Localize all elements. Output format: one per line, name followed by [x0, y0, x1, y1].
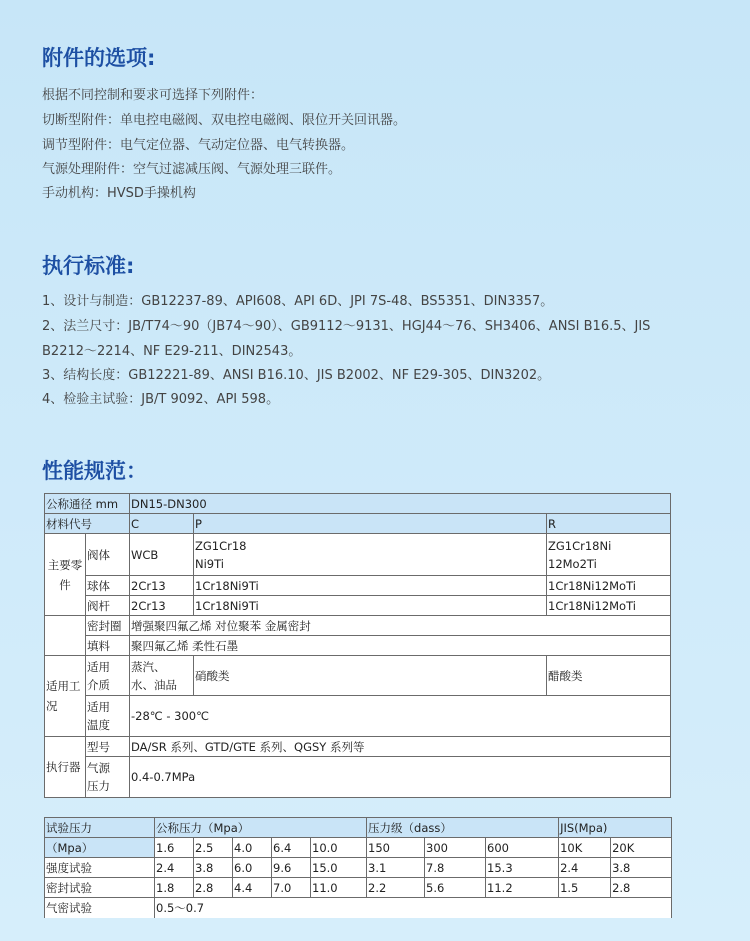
packing-value: 聚四氟乙烯 柔性石墨 — [130, 636, 671, 656]
strength-value: 7.8 — [425, 858, 486, 878]
ball-c: 2Cr13 — [130, 576, 194, 596]
air-supply-label-line: 压力 — [87, 779, 110, 793]
media-c-line: 水、油品 — [131, 677, 177, 692]
accessories-title: 附件的选项: — [42, 46, 156, 70]
body-p-line: Ni9Ti — [195, 556, 224, 571]
model-value: DA/SR 系列、GTD/GTE 系列、QGSY 系列等 — [130, 737, 671, 757]
spacer-cell — [45, 636, 86, 656]
seal-test-value: 11.2 — [486, 878, 559, 898]
standards-line: 3、结构长度：GB12221-89、ANSI B16.10、JIS B2002、NF E29-305、DIN3202。 — [42, 368, 551, 383]
packing-label: 填料 — [86, 636, 130, 656]
strength-value: 2.4 — [155, 858, 194, 878]
strength-value: 3.1 — [367, 858, 425, 878]
standards-line: 2、法兰尺寸：JB/T74～90（JB74～90）、GB9112～9131、HGJ44～76、SH3406、ANSI B16.5、JIS — [42, 319, 651, 334]
pressure-value: 4.0 — [233, 838, 272, 858]
nominal-dia-value: DN15-DN300 — [130, 494, 671, 514]
pressure-value: 6.4 — [272, 838, 311, 858]
pressure-value: 10.0 — [311, 838, 367, 858]
ball-p: 1Cr18Ni9Ti — [194, 576, 547, 596]
air-test-label: 气密试验 — [45, 898, 155, 918]
test-unit: （Mpa） — [45, 838, 155, 858]
working-condition-label: 适用工况 — [45, 656, 86, 737]
actuator-label: 执行器 — [45, 737, 86, 798]
strength-value: 3.8 — [194, 858, 233, 878]
accessories-line: 手动机构：HVSD手操机构 — [42, 186, 196, 201]
seal-test-value: 1.5 — [559, 878, 611, 898]
ball-label: 球体 — [86, 576, 130, 596]
stem-r: 1Cr18Ni12MoTi — [547, 596, 671, 616]
spacer-cell — [45, 616, 86, 636]
seal-test-value: 5.6 — [425, 878, 486, 898]
media-label-line: 适用 — [87, 659, 110, 674]
media-c — [130, 656, 194, 696]
nominal-dia-label: 公称通径 mm — [45, 494, 130, 514]
body-p-line: ZG1Cr18 — [195, 538, 247, 553]
pressure-value: 300 — [425, 838, 486, 858]
temp-value: -28℃ - 300℃ — [130, 696, 671, 737]
seal-test-value: 2.2 — [367, 878, 425, 898]
pressure-value: 2.5 — [194, 838, 233, 858]
strength-value: 6.0 — [233, 858, 272, 878]
air-supply-label-line: 气源 — [87, 761, 110, 775]
stem-c: 2Cr13 — [130, 596, 194, 616]
body-label: 阀体 — [86, 534, 130, 576]
pressure-class-header: 压力级（dass） — [367, 818, 559, 838]
seal-test-value: 11.0 — [311, 878, 367, 898]
seal-test-value: 2.8 — [194, 878, 233, 898]
body-p — [194, 534, 547, 576]
seal-value: 增强聚四氟乙烯 对位聚苯 金属密封 — [130, 616, 671, 636]
seal-test-value: 1.8 — [155, 878, 194, 898]
pressure-value: 10K — [559, 838, 611, 858]
jis-header: JIS(Mpa) — [559, 818, 672, 838]
body-r — [547, 534, 671, 576]
body-r-line: 12Mo2Ti — [548, 556, 597, 571]
accessories-line: 调节型附件：电气定位器、气动定位器、电气转换器。 — [42, 138, 355, 153]
accessories-line: 气源处理附件：空气过滤减压阀、气源处理三联件。 — [42, 162, 342, 177]
seal-label: 密封圈 — [86, 616, 130, 636]
standards-line: B2212～2214、NF E29-211、DIN2543。 — [42, 344, 302, 359]
material-code-label: 材料代号 — [45, 514, 130, 534]
air-supply-value: 0.4-0.7MPa — [130, 757, 671, 798]
ball-r: 1Cr18Ni12MoTi — [547, 576, 671, 596]
seal-test-value: 4.4 — [233, 878, 272, 898]
stem-p: 1Cr18Ni9Ti — [194, 596, 547, 616]
body-c: WCB — [130, 534, 194, 576]
media-label — [86, 656, 130, 696]
stem-label: 阀杆 — [86, 596, 130, 616]
accessories-line: 切断型附件：单电控电磁阀、双电控电磁阀、限位开关回讯器。 — [42, 113, 407, 128]
accessories-line: 根据不同控制和要求可选择下列附件： — [42, 88, 264, 103]
temp-label — [86, 696, 130, 737]
material-p: P — [194, 514, 547, 534]
nominal-pressure-header: 公称压力（Mpa） — [155, 818, 367, 838]
pressure-value: 600 — [486, 838, 559, 858]
standards-title: 执行标准: — [42, 254, 135, 278]
performance-title: 性能规范： — [42, 459, 147, 483]
media-r: 醋酸类 — [547, 656, 671, 696]
strength-value: 9.6 — [272, 858, 311, 878]
media-c-line: 蒸汽、 — [131, 659, 166, 674]
strength-value: 15.0 — [311, 858, 367, 878]
material-c: C — [130, 514, 194, 534]
standards-line: 4、检验主试验：JB/T 9092、API 598。 — [42, 392, 280, 407]
model-label: 型号 — [86, 737, 130, 757]
air-test-value: 0.5～0.7 — [155, 898, 672, 918]
pressure-value: 150 — [367, 838, 425, 858]
pressure-value: 1.6 — [155, 838, 194, 858]
body-r-line: ZG1Cr18Ni — [548, 538, 612, 553]
air-supply-label — [86, 757, 130, 798]
pressure-value: 20K — [611, 838, 672, 858]
temp-label-line: 温度 — [87, 718, 110, 732]
test-pressure-table — [44, 817, 672, 918]
spec-table — [44, 493, 671, 798]
main-parts-label: 主要零件 — [45, 534, 86, 616]
media-p: 硝酸类 — [194, 656, 547, 696]
seal-test-value: 2.8 — [611, 878, 672, 898]
strength-value: 2.4 — [559, 858, 611, 878]
material-r: R — [547, 514, 671, 534]
strength-value: 15.3 — [486, 858, 559, 878]
temp-label-line: 适用 — [87, 700, 110, 714]
strength-value: 3.8 — [611, 858, 672, 878]
seal-test-value: 7.0 — [272, 878, 311, 898]
strength-test-label: 强度试验 — [45, 858, 155, 878]
test-title: 试验压力 — [45, 818, 155, 838]
media-label-line: 介质 — [87, 677, 110, 692]
seal-test-label: 密封试验 — [45, 878, 155, 898]
standards-line: 1、设计与制造：GB12237-89、API608、API 6D、JPI 7S-48、BS5351、DIN3357。 — [42, 294, 554, 309]
